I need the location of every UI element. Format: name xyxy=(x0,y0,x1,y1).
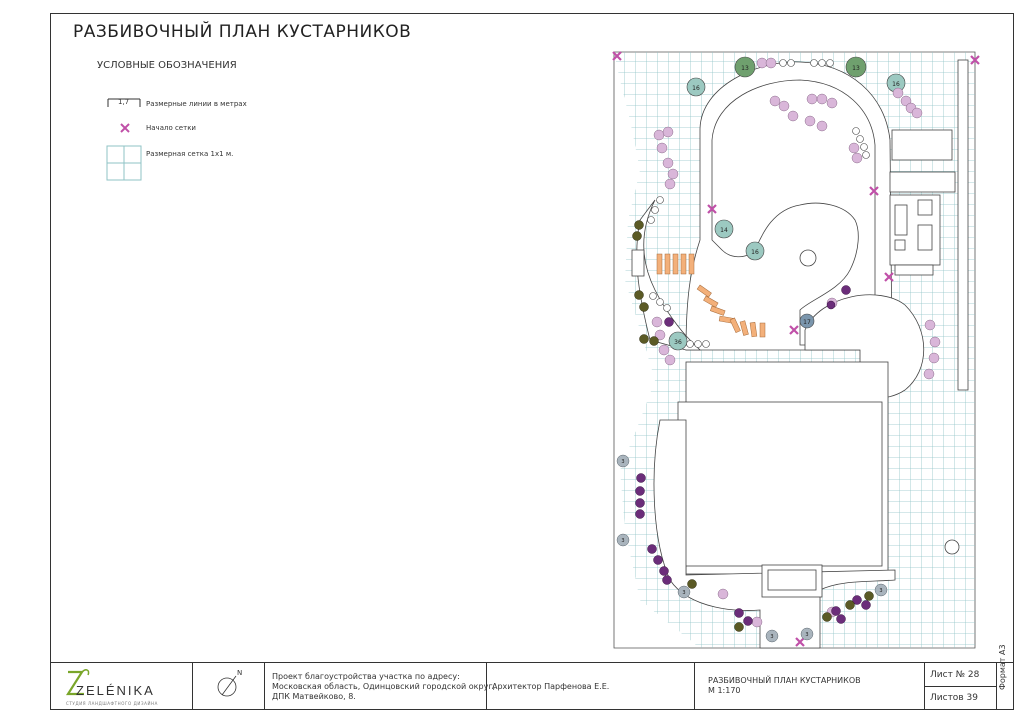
svg-text:14: 14 xyxy=(720,227,728,234)
svg-text:16: 16 xyxy=(892,81,900,88)
legend-title: УСЛОВНЫЕ ОБОЗНАЧЕНИЯ xyxy=(97,60,237,71)
paper-format: Формат А3 xyxy=(998,644,1007,690)
svg-text:13: 13 xyxy=(741,65,749,72)
svg-text:17: 17 xyxy=(803,319,811,326)
project-address: Проект благоустройства участка по адресу: Московская область, Одинцовский городской округ, ДПК Матвейково, 8. xyxy=(272,672,496,701)
svg-text:3: 3 xyxy=(770,634,774,640)
svg-text:3: 3 xyxy=(805,632,809,638)
svg-text:16: 16 xyxy=(692,85,700,92)
legend-grid-origin-label: Начало сетки xyxy=(146,124,196,132)
sheets-total: Листов 39 xyxy=(930,693,978,703)
sheet-title: РАЗБИВОЧНЫЙ ПЛАН КУСТАРНИКОВ М 1:170 xyxy=(708,676,861,695)
svg-text:3: 3 xyxy=(879,588,883,594)
svg-text:3: 3 xyxy=(621,538,625,544)
legend-dimension-value: 1,7 xyxy=(118,98,130,106)
svg-text:16: 16 xyxy=(751,249,759,256)
legend-dimension-label: Размерные линии в метрах xyxy=(146,100,247,108)
logo-subtitle: СТУДИЯ ЛАНДШАФТНОГО ДИЗАЙНА xyxy=(66,701,158,706)
svg-text:36: 36 xyxy=(674,339,682,346)
svg-text:13: 13 xyxy=(852,65,860,72)
sheet-number: Лист № 28 xyxy=(930,670,980,680)
page-title: РАЗБИВОЧНЫЙ ПЛАН КУСТАРНИКОВ xyxy=(73,22,412,42)
svg-text:3: 3 xyxy=(621,459,625,465)
svg-text:3: 3 xyxy=(682,590,686,596)
legend-grid-label: Размерная сетка 1х1 м. xyxy=(146,150,234,158)
logo-name: ZELÉNIKA xyxy=(76,683,155,698)
svg-text:N: N xyxy=(237,669,243,677)
architect-name: Архитектор Парфенова Е.Е. xyxy=(492,682,610,691)
